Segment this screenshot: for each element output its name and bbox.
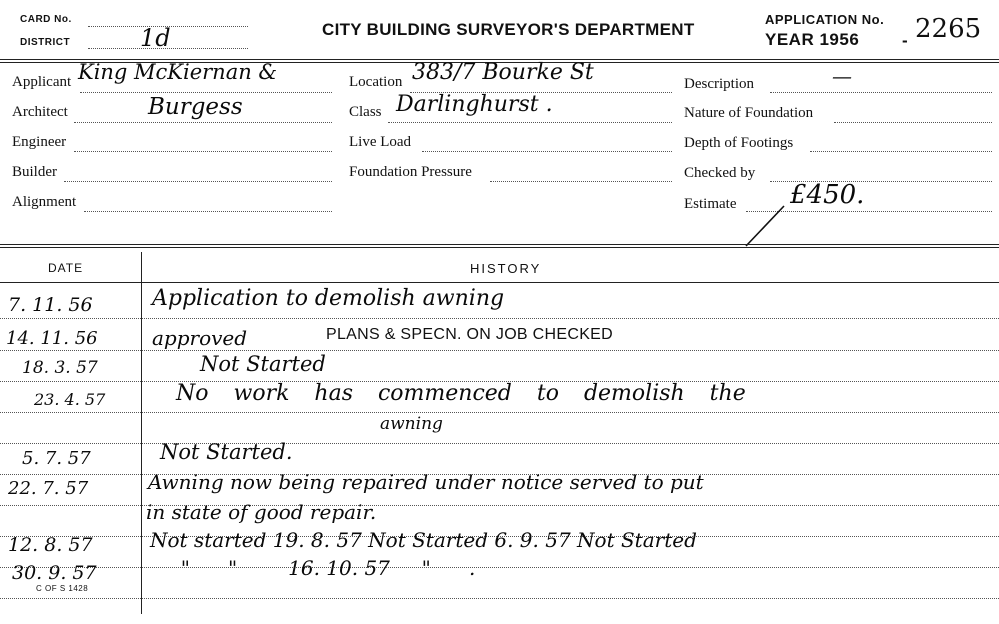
applicant-label: Applicant — [12, 74, 72, 90]
history-date: 5. 7. 57 — [22, 448, 91, 469]
ruled-line — [0, 567, 999, 568]
card-no-label: CARD No. — [20, 14, 72, 25]
history-text: approved — [152, 326, 248, 350]
history-text: Application to demolish awning — [152, 286, 505, 311]
history-text: in state of good repair. — [146, 500, 377, 524]
history-text: No work has commenced to demolish the — [176, 381, 746, 406]
history-text: Not started 19. 8. 57 Not Started 6. 9. 57 Not Started — [150, 528, 697, 552]
history-text: Not Started. — [160, 440, 293, 464]
department-title: CITY BUILDING SURVEYOR'S DEPARTMENT — [322, 20, 695, 39]
application-number: 2265 — [915, 14, 982, 44]
live-load-label: Live Load — [349, 134, 412, 150]
applicant-line — [80, 92, 332, 93]
history-text: Awning now being repaired under notice served to put — [148, 470, 704, 494]
description-value: — — [832, 64, 852, 88]
foundation-pressure-line — [490, 181, 672, 182]
history-date: 18. 3. 57 — [22, 358, 98, 378]
year-label: YEAR 1956 — [765, 30, 860, 49]
date-column-divider — [141, 252, 142, 614]
history-date: 23. 4. 57 — [34, 390, 106, 409]
engineer-label: Engineer — [12, 134, 67, 150]
alignment-label: Alignment — [12, 194, 77, 210]
checked-by-label: Checked by — [684, 165, 756, 181]
ruled-line — [0, 350, 999, 351]
history-date: 30. 9. 57 — [12, 562, 97, 584]
fields-rule-1 — [0, 244, 999, 245]
class-value: Darlinghurst . — [396, 92, 553, 117]
builder-line — [64, 181, 332, 182]
description-label: Description — [684, 76, 754, 92]
district-label: DISTRICT — [20, 37, 71, 48]
application-no-label: APPLICATION No. — [765, 12, 885, 27]
builder-label: Builder — [12, 164, 57, 180]
engineer-line — [74, 151, 332, 152]
date-column-header: DATE — [48, 261, 84, 275]
plans-checked-stamp: PLANS & SPECN. ON JOB CHECKED — [326, 326, 613, 343]
history-date: 12. 8. 57 — [8, 534, 93, 556]
depth-of-footings-label: Depth of Footings — [684, 135, 794, 151]
depth-of-footings-line — [810, 151, 992, 152]
ruled-line — [0, 318, 999, 319]
history-date: 14. 11. 56 — [6, 328, 98, 349]
form-code: C OF S 1428 — [36, 584, 89, 593]
ruled-line — [0, 598, 999, 599]
ruled-line — [0, 443, 999, 444]
estimate-value: £450. — [790, 180, 865, 210]
architect-line — [74, 122, 332, 123]
description-line — [770, 92, 992, 93]
applicant-value: King McKiernan & — [78, 60, 278, 84]
class-line — [388, 122, 672, 123]
class-label: Class — [349, 104, 382, 120]
architect-value: Burgess — [148, 94, 243, 120]
history-column-header: HISTORY — [470, 261, 542, 276]
estimate-label: Estimate — [684, 196, 737, 212]
foundation-pressure-label: Foundation Pressure — [349, 164, 472, 180]
live-load-line — [422, 151, 672, 152]
district-value: 1d — [140, 24, 171, 52]
nature-of-foundation-label: Nature of Foundation — [684, 105, 814, 121]
history-text: " " 16. 10. 57 " . — [168, 556, 476, 580]
architect-label: Architect — [12, 104, 68, 120]
alignment-line — [84, 211, 332, 212]
ruled-line — [0, 412, 999, 413]
history-date: 7. 11. 56 — [8, 294, 93, 316]
history-text: awning — [380, 414, 443, 434]
history-date: 22. 7. 57 — [8, 478, 89, 499]
nature-of-foundation-line — [834, 122, 992, 123]
fields-rule-2 — [0, 247, 999, 248]
location-label: Location — [349, 74, 403, 90]
year-dash: - — [902, 31, 908, 50]
history-text: Not Started — [200, 352, 326, 376]
location-value: 383/7 Bourke St — [412, 60, 594, 85]
table-header-rule — [0, 282, 999, 283]
